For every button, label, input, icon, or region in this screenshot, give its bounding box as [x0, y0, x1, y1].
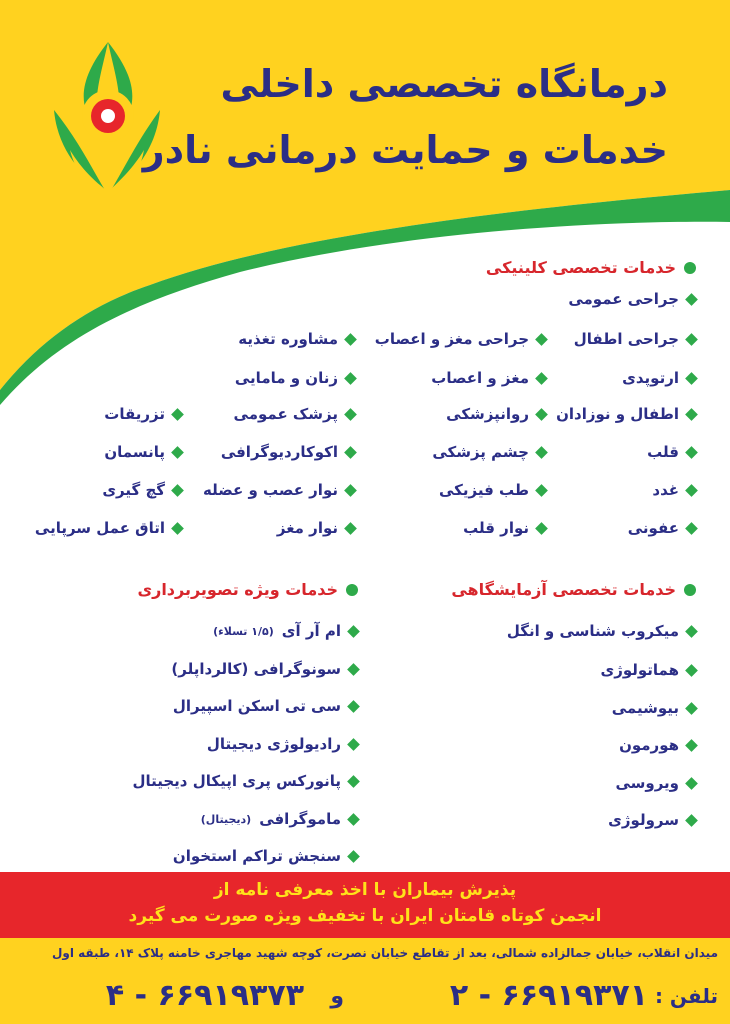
notice-line-1: پذیرش بیماران با اخذ معرفی نامه از	[213, 880, 517, 900]
diamond-bullet-icon	[344, 333, 357, 346]
list-item: روانپزشکی	[446, 405, 546, 423]
list-item: سنجش تراکم استخوان	[173, 847, 358, 865]
list-item: چشم پزشکی	[432, 443, 546, 461]
diamond-bullet-icon	[685, 777, 698, 790]
list-item: ام آر آی (۱/۵ تسلاء)	[213, 622, 358, 640]
phone-number-2: ۶۶۹۱۹۳۷۳ - ۴	[105, 978, 304, 1013]
diamond-bullet-icon	[171, 484, 184, 497]
bullet-dot-icon	[346, 584, 358, 596]
diamond-bullet-icon	[347, 775, 360, 788]
diamond-bullet-icon	[344, 446, 357, 459]
list-item: پانسمان	[104, 443, 182, 461]
list-item: غدد	[652, 481, 696, 499]
list-item: مغز و اعصاب	[431, 369, 546, 387]
phone-and: و	[330, 984, 344, 1009]
diamond-bullet-icon	[685, 814, 698, 827]
address: میدان انقلاب، خیابان جمالزاده شمالی، بعد از تقاطع خیابان نصرت، کوچه شهید مهاجری خامنه پلاک ۱۴، طبقه اول	[51, 946, 718, 960]
diamond-bullet-icon	[535, 333, 548, 346]
diamond-bullet-icon	[347, 738, 360, 751]
list-item: زنان و مامایی	[235, 369, 355, 387]
diamond-bullet-icon	[347, 700, 360, 713]
diamond-bullet-icon	[344, 484, 357, 497]
diamond-bullet-icon	[685, 446, 698, 459]
diamond-bullet-icon	[685, 333, 698, 346]
diamond-bullet-icon	[535, 446, 548, 459]
clinic-heading	[486, 258, 696, 277]
diamond-bullet-icon	[685, 522, 698, 535]
diamond-bullet-icon	[685, 293, 698, 306]
list-item: تزریقات	[104, 405, 182, 423]
list-item: نوار عصب و عضله	[203, 481, 355, 499]
diamond-bullet-icon	[685, 664, 698, 677]
diamond-bullet-icon	[535, 522, 548, 535]
diamond-bullet-icon	[685, 625, 698, 638]
list-item: طب فیزیکی	[439, 481, 546, 499]
notice-line-2: انجمن کوتاه قامتان ایران با تخفیف ویژه صورت می گیرد	[128, 906, 602, 926]
list-item: ماموگرافی (دیجیتال)	[201, 810, 358, 828]
diamond-bullet-icon	[685, 739, 698, 752]
diamond-bullet-icon	[347, 625, 360, 638]
list-item: نوار قلب	[463, 519, 546, 537]
diamond-bullet-icon	[685, 702, 698, 715]
phone-label: تلفن :	[654, 984, 718, 1008]
list-item: اکوکاردیوگرافی	[221, 443, 355, 461]
diamond-bullet-icon	[344, 522, 357, 535]
diamond-bullet-icon	[347, 663, 360, 676]
diamond-bullet-icon	[535, 408, 548, 421]
lab-heading-label: خدمات تخصصی آزمایشگاهی	[451, 580, 676, 599]
lab-heading	[451, 580, 696, 599]
bullet-dot-icon	[684, 584, 696, 596]
diamond-bullet-icon	[171, 408, 184, 421]
list-item: پزشک عمومی	[234, 405, 355, 423]
list-item: پانورکس پری اپیکال دیجیتال	[132, 772, 358, 790]
list-item: اطفال و نوزادان	[556, 405, 696, 423]
list-item: گچ گیری	[102, 481, 182, 499]
list-item: رادیولوژی دیجیتال	[207, 735, 358, 753]
list-item: عفونی	[628, 519, 696, 537]
list-item: مشاوره تغذیه	[238, 330, 355, 348]
diamond-bullet-icon	[171, 522, 184, 535]
list-item: نوار مغز	[277, 519, 355, 537]
list-item: سونوگرافی (کالرداپلر)	[171, 660, 358, 678]
list-item: هورمون	[619, 736, 696, 754]
list-item: جراحی عمومی	[568, 290, 696, 308]
diamond-bullet-icon	[685, 408, 698, 421]
diamond-bullet-icon	[535, 484, 548, 497]
bullet-dot-icon	[684, 262, 696, 274]
diamond-bullet-icon	[344, 372, 357, 385]
diamond-bullet-icon	[535, 372, 548, 385]
clinic-heading-label: خدمات تخصصی کلینیکی	[485, 258, 676, 277]
diamond-bullet-icon	[347, 813, 360, 826]
diamond-bullet-icon	[347, 850, 360, 863]
page-title: درمانگاه تخصصی داخلی	[220, 62, 668, 106]
diamond-bullet-icon	[685, 372, 698, 385]
list-item: اتاق عمل سرپایی	[35, 519, 182, 537]
list-item: سرولوژی	[608, 811, 696, 829]
imaging-heading	[137, 580, 358, 599]
list-item: جراحی مغز و اعصاب	[375, 330, 546, 348]
diamond-bullet-icon	[344, 408, 357, 421]
diamond-bullet-icon	[685, 484, 698, 497]
diamond-bullet-icon	[171, 446, 184, 459]
phone-number-1: ۶۶۹۱۹۳۷۱ - ۲	[449, 978, 648, 1013]
imaging-heading-label: خدمات ویژه تصویربرداری	[137, 580, 338, 599]
list-item: قلب	[647, 443, 696, 461]
list-item: ویروسی	[615, 774, 696, 792]
list-item: ارتوپدی	[622, 369, 696, 387]
list-item: میکروب شناسی و انگل	[507, 622, 696, 640]
list-item: هماتولوژی	[600, 661, 696, 679]
list-item: بیوشیمی	[612, 699, 696, 717]
page-subtitle: خدمات و حمایت درمانی نادر	[142, 128, 668, 172]
list-item: جراحی اطفال	[574, 330, 696, 348]
list-item: سی تی اسکن اسپیرال	[173, 697, 358, 715]
